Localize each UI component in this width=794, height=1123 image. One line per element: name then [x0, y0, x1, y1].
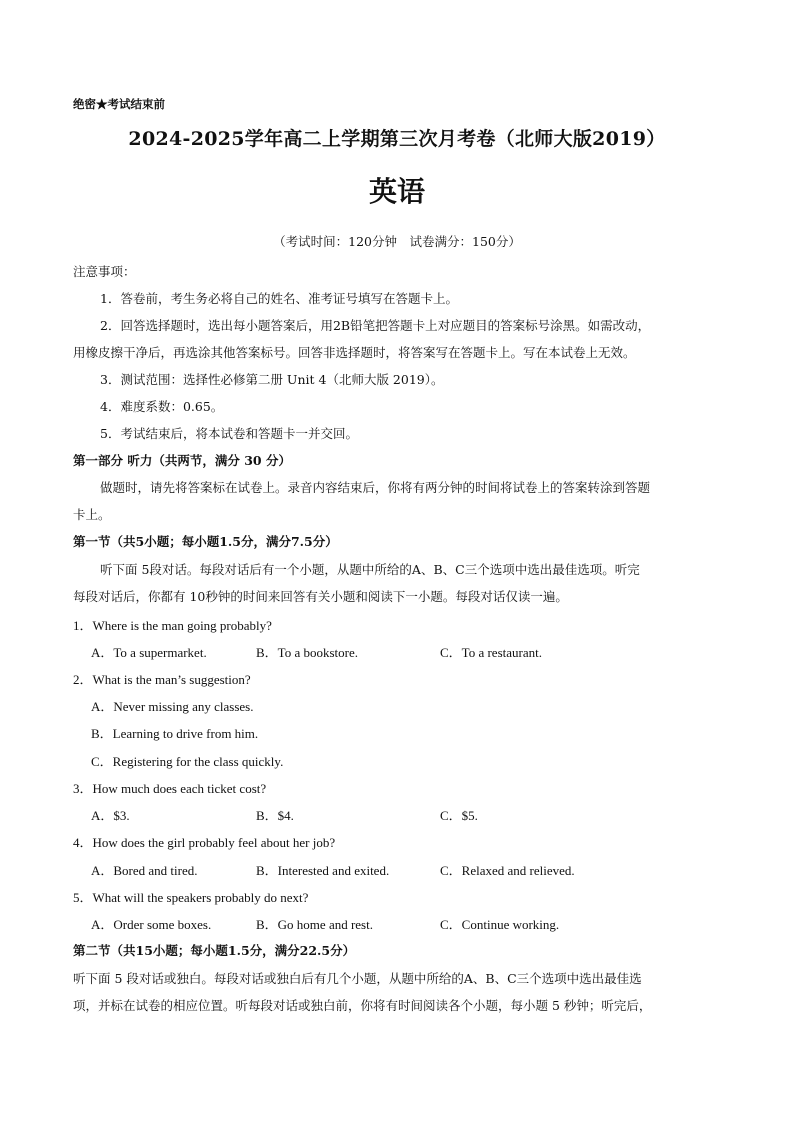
question-option: B．Learning to drive from him.	[91, 726, 259, 741]
question-stem: 3．How much does each ticket cost?	[73, 781, 267, 796]
question-option: C．Registering for the class quickly.	[91, 754, 284, 769]
question-option: A．Order some boxes.	[91, 917, 212, 932]
question-option: C．$5.	[440, 808, 478, 823]
question-option: A．$3.	[91, 808, 130, 823]
note-item: 3．测试范围：选择性必修第二册 Unit 4（北师大版 2019）。	[100, 372, 444, 387]
part1-intro: 做题时，请先将答案标在试卷上。录音内容结束后，你将有两分钟的时间将试卷上的答案转涂到答题	[100, 480, 651, 495]
question-stem: 1．Where is the man going probably?	[73, 618, 272, 633]
question-option: C．Continue working.	[440, 917, 560, 932]
section2-heading: 第二节（共15小题；每小题1.5分，满分22.5分）	[73, 943, 356, 958]
note-item: 用橡皮擦干净后，再选涂其他答案标号。回答非选择题时，将答案写在答题卡上。写在本试卷上无效。	[73, 345, 636, 360]
exam-info: （考试时间：120分钟 试卷满分：150分）	[273, 234, 521, 249]
notes-heading: 注意事项：	[73, 264, 136, 279]
note-item: 4．难度系数：0.65。	[100, 399, 224, 414]
section2-intro: 项，并标在试卷的相应位置。听每段对话或独白前，你将有时间阅读各个小题，每小题 5 秒钟；听完后，	[73, 998, 652, 1013]
exam-title: 2024-2025学年高二上学期第三次月考卷（北师大版2019）	[128, 128, 666, 150]
question-option: A．To a supermarket.	[91, 645, 207, 660]
question-option: A．Never missing any classes.	[91, 699, 254, 714]
note-item: 2．回答选择题时，选出每小题答案后，用2B铅笔把答题卡上对应题目的答案标号涂黑。如需改动，	[100, 318, 651, 333]
section2-intro: 听下面 5 段对话或独白。每段对话或独白后有几个小题，从题中所给的A、B、C三个选项中选出最佳选	[73, 971, 642, 986]
subject-title: 英语	[368, 175, 425, 208]
section1-intro: 听下面 5段对话。每段对话后有一个小题，从题中所给的A、B、C三个选项中选出最佳选项。听完	[100, 562, 640, 577]
section1-heading: 第一节（共5小题；每小题1.5分，满分7.5分）	[73, 534, 338, 549]
note-item: 5．考试结束后，将本试卷和答题卡一并交回。	[100, 426, 358, 441]
part1-intro: 卡上。	[73, 507, 111, 522]
secret-label: 绝密★考试结束前	[73, 97, 165, 111]
question-option: C．Relaxed and relieved.	[440, 863, 575, 878]
question-option: A．Bored and tired.	[91, 863, 198, 878]
question-stem: 5．What will the speakers probably do next?	[73, 890, 309, 905]
question-option: B．Interested and exited.	[256, 863, 390, 878]
question-option: C．To a restaurant.	[440, 645, 542, 660]
section1-intro: 每段对话后，你都有 10秒钟的时间来回答有关小题和阅读下一小题。每段对话仅读一遍。	[73, 589, 568, 604]
part1-heading: 第一部分 听力（共两节，满分 30 分）	[73, 453, 291, 468]
question-option: B．$4.	[256, 808, 294, 823]
question-option: B．To a bookstore.	[256, 645, 358, 660]
question-option: B．Go home and rest.	[256, 917, 373, 932]
question-stem: 4．How does the girl probably feel about her job?	[73, 835, 336, 850]
note-item: 1．答卷前，考生务必将自己的姓名、准考证号填写在答题卡上。	[100, 291, 458, 306]
question-stem: 2．What is the man’s suggestion?	[73, 672, 251, 687]
